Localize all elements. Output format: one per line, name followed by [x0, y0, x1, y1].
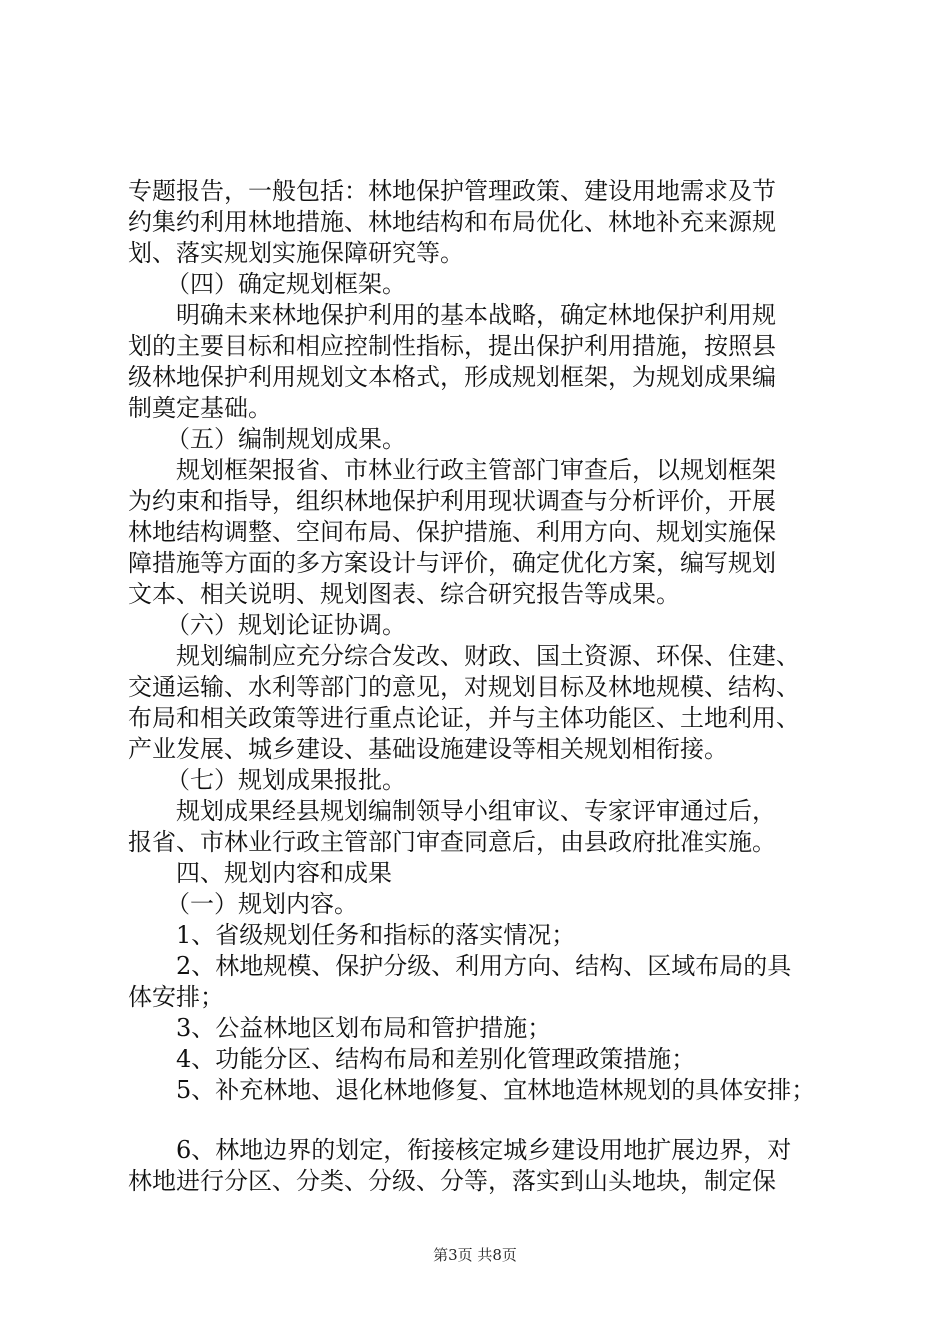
text-line: 交通运输、水利等部门的意见，对规划目标及林地规模、结构、 [128, 673, 800, 701]
text-line: 产业发展、城乡建设、基础设施建设等相关规划相衔接。 [128, 735, 728, 763]
chapter-heading: 四、规划内容和成果 [176, 859, 392, 887]
page-number-footer: 第3页 共8页 [433, 1246, 517, 1264]
list-item: 3、公益林地区划布局和管护措施； [176, 1014, 552, 1042]
text-line: 级林地保护利用规划文本格式，形成规划框架，为规划成果编 [128, 363, 776, 391]
text-line: 林地进行分区、分类、分级、分等，落实到山头地块，制定保 [128, 1167, 776, 1195]
section-heading: （七）规划成果报批。 [166, 766, 406, 794]
text-line: 制奠定基础。 [128, 394, 272, 422]
text-line: 为约束和指导，组织林地保护利用现状调查与分析评价，开展 [128, 487, 776, 515]
text-line: 林地结构调整、空间布局、保护措施、利用方向、规划实施保 [128, 518, 776, 546]
list-item: 2、林地规模、保护分级、利用方向、结构、区域布局的具 [176, 952, 792, 980]
text-line: 报省、市林业行政主管部门审查同意后，由县政府批准实施。 [128, 828, 776, 856]
section-heading: （六）规划论证协调。 [166, 611, 406, 639]
text-line: 障措施等方面的多方案设计与评价，确定优化方案，编写规划 [128, 549, 776, 577]
text-line: 明确未来林地保护利用的基本战略，确定林地保护利用规 [176, 301, 776, 329]
list-item: 1、省级规划任务和指标的落实情况； [176, 921, 576, 949]
text-line: 布局和相关政策等进行重点论证，并与主体功能区、土地利用、 [128, 704, 800, 732]
text-line: 约集约利用林地措施、林地结构和布局优化、林地补充来源规 [128, 208, 776, 236]
text-line: 规划成果经县规划编制领导小组审议、专家评审通过后， [176, 797, 776, 825]
section-heading: （一）规划内容。 [166, 890, 358, 918]
list-item: 6、林地边界的划定，衔接核定城乡建设用地扩展边界，对 [176, 1136, 792, 1164]
list-item: 5、补充林地、退化林地修复、宜林地造林规划的具体安排； [176, 1076, 816, 1104]
text-line: 规划框架报省、市林业行政主管部门审查后，以规划框架 [176, 456, 776, 484]
text-line: 划、落实规划实施保障研究等。 [128, 239, 464, 267]
text-line: 体安排； [128, 983, 224, 1011]
text-line: 划的主要目标和相应控制性指标，提出保护利用措施，按照县 [128, 332, 776, 360]
list-item: 4、功能分区、结构布局和差别化管理政策措施； [176, 1045, 696, 1073]
section-heading: （五）编制规划成果。 [166, 425, 406, 453]
text-line: 专题报告，一般包括：林地保护管理政策、建设用地需求及节 [128, 177, 776, 205]
section-heading: （四）确定规划框架。 [166, 270, 406, 298]
text-line: 文本、相关说明、规划图表、综合研究报告等成果。 [128, 580, 680, 608]
text-line: 规划编制应充分综合发改、财政、国土资源、环保、住建、 [176, 642, 800, 670]
